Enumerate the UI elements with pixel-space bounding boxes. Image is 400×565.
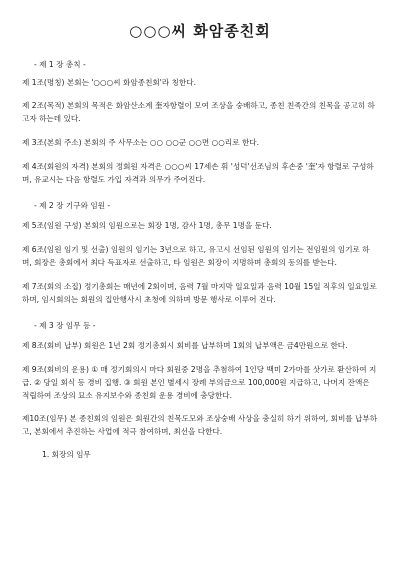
document-title: ○○○씨 화암종친회 [129,22,271,40]
article-6: 제 6조(임원 임기 및 선출) 임원의 임기는 3년으로 하고, 유고시 선임된 임원의 임기는 전임원의 임기로 하며, 회장은 총회에서 최다 득표자로 선출하고, 타 임원은 회장이 지명하며 총회의 동의를 받는다. [22,245,370,267]
sub-item: 1. 회장의 임무 [42,450,91,459]
article-2: 제 2조(목적) 본회의 목적은 화암산소계 奎자항렬이 모여 조상을 숭배하고, 종친 친족간의 친목을 공고히 하고자 하는데 있다. [22,101,375,123]
article-7: 제 7조(회의 소집) 정기총회는 매년에 2회이며, 음력 7월 마지막 일요일과 음력 10월 15일 직후의 일요일로 하며, 임시회의는 회원의 집안행사시 초청에 의하며 방문 행사로 이루어 진다. [22,282,377,304]
article-4: 제 4조(회원의 자격) 본회의 정회원 자격은 ○○○씨 17세손 휘 '성덕'선조님의 후손중 '奎'자 항렬로 구성하며, 유교시는 다음 항렬도 가입 자격과 의무가 주어진다. [22,162,374,184]
chapter-heading: - 제 2 장 기구와 임원 - [34,201,111,210]
chapter-heading: - 제 3 장 임무 등 - [34,321,96,330]
article-8: 제 8조(회비 납부) 회원은 1년 2회 정기총회시 회비를 납부하며 1회의 납부액은 금4만원으로 한다. [22,341,348,350]
chapter-heading: - 제 1 장 총칙 - [34,60,86,69]
article-3: 제 3조(본회 주소) 본회의 주 사무소는 ○○ ○○군 ○○면 ○○리로 한다. [22,138,260,147]
article-1: 제 1조(명칭) 본회는 '○○○씨 화암종친회'라 칭한다. [22,78,196,87]
article-10: 제10조(임무) 본 종친회의 임원은 회원간의 친목도모와 조상숭배 사상을 충실히 하기 위하여, 회비를 납부하고, 본회에서 추진하는 사업에 적극 참여하며, 최선을 다한다. [22,414,378,436]
article-9: 제 9조(회비의 운용) ① 매 정기회의시 마다 회원중 2명을 추첨하여 1인당 백미 2가마를 삿가로 환산하여 지급. ② 당일 회식 등 경비 집행. ③ 회원 본인 별세시 장례 부의금으로 100,000원 지급하고, 나머지 잔액은 적립하여 조상의 묘소 유지보수와 종친회 운용 경비에 충당한다. [22,365,377,400]
article-5: 제 5조(임원 구성) 본회의 임원으로는 회장 1명, 감사 1명, 총무 1명을 둔다. [22,221,272,230]
